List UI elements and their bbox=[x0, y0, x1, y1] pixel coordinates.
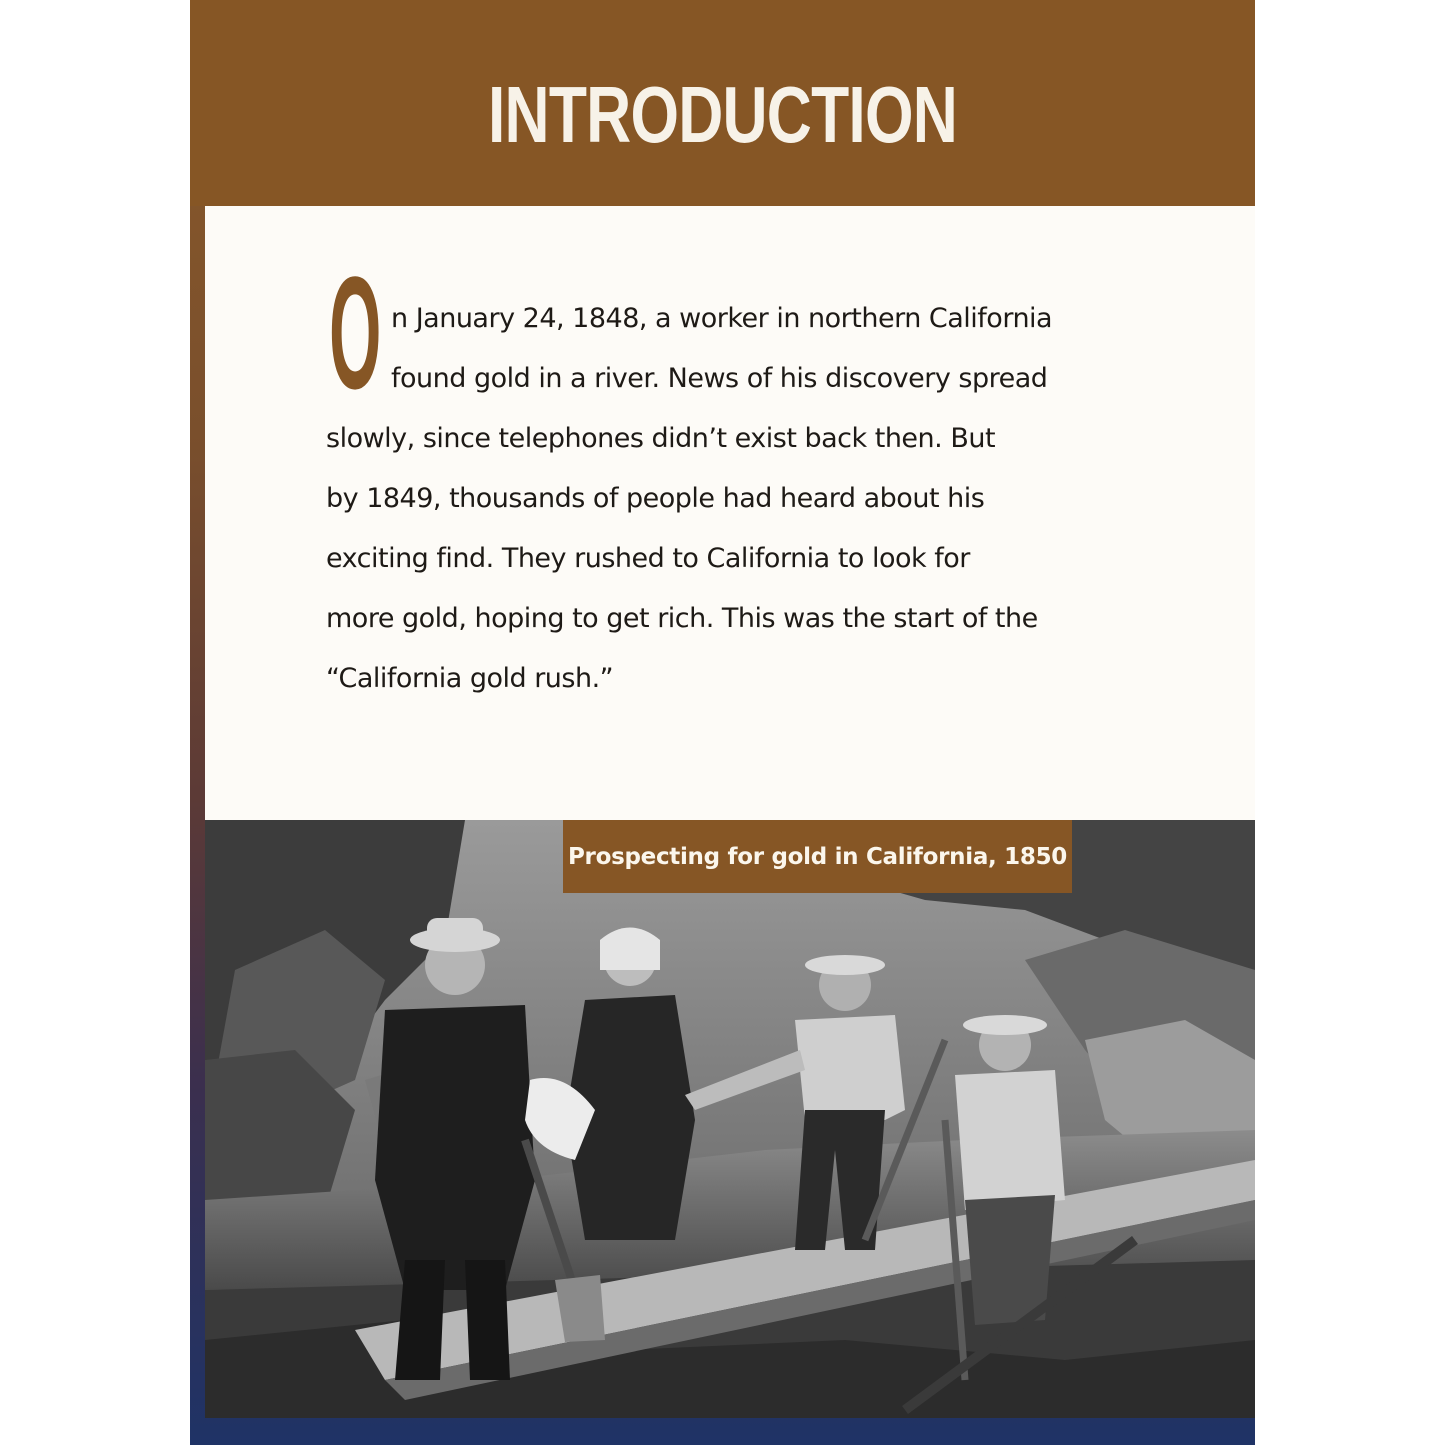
photo-caption: Prospecting for gold in California, 1850 bbox=[563, 820, 1072, 893]
intro-line-6: more gold, hoping to get rich. This was the start of the bbox=[326, 603, 1038, 634]
intro-line-2: found gold in a river. News of his discovery spread bbox=[391, 363, 1048, 394]
intro-line-7: “California gold rush.” bbox=[326, 663, 614, 694]
intro-text-panel bbox=[205, 206, 1255, 820]
intro-line-5: exciting find. They rushed to California to look for bbox=[326, 543, 970, 574]
drop-cap bbox=[328, 243, 383, 422]
book-page bbox=[190, 0, 1255, 1445]
chapter-title: INTRODUCTION bbox=[488, 70, 957, 159]
intro-line-3: slowly, since telephones didn’t exist back then. But bbox=[326, 423, 996, 454]
photo-illustration bbox=[205, 820, 1255, 1418]
historical-photo bbox=[205, 820, 1255, 1418]
chapter-header bbox=[190, 0, 1255, 206]
intro-line-1: n January 24, 1848, a worker in northern California bbox=[391, 303, 1053, 334]
drop-cap-letter: O bbox=[329, 243, 382, 422]
intro-line-4: by 1849, thousands of people had heard about his bbox=[326, 483, 985, 514]
